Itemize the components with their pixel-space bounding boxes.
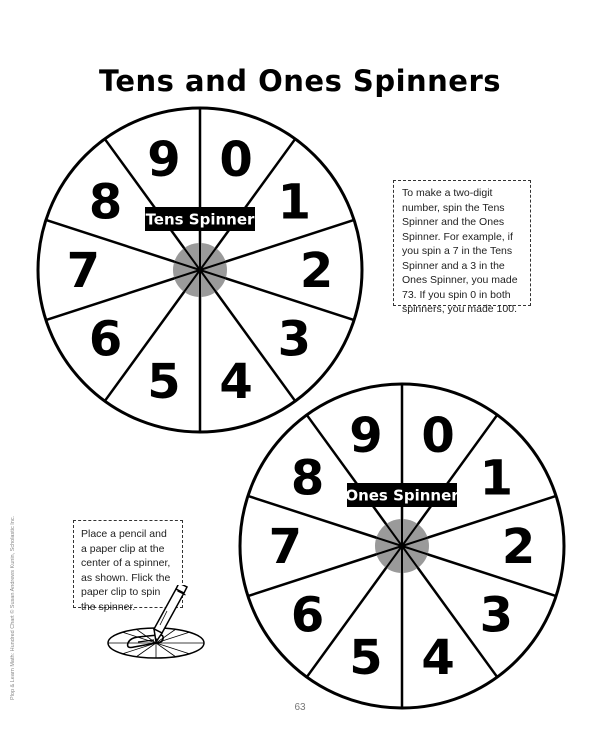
instruction-line: Ones Spinner, you made — [402, 274, 518, 286]
paperclip-line: paper clip to spin — [81, 586, 161, 598]
spinner-number: 0 — [219, 132, 253, 189]
spinner-number: 4 — [219, 353, 253, 410]
spinner-label-text: Tens Spinner — [145, 210, 255, 229]
spinner-number: 6 — [290, 587, 325, 644]
spinner-number: 3 — [479, 587, 514, 644]
paperclip-line: center of a spinner, — [81, 557, 171, 569]
spinner-number: 1 — [479, 450, 514, 507]
spinner-number: 5 — [349, 629, 383, 686]
paperclip-line: the spinner. — [81, 600, 136, 613]
spinner-number: 2 — [501, 519, 536, 575]
spinner-number: 1 — [277, 174, 312, 231]
spinner-label — [345, 483, 459, 507]
spinner-number: 0 — [421, 408, 455, 465]
instruction-line: Spinner and the Ones — [402, 216, 505, 228]
paperclip-line: as shown. Flick the — [81, 571, 171, 584]
instruction-line: Spinner and a 3 in the — [402, 259, 505, 272]
spinner-label-text: Ones Spinner — [345, 486, 459, 505]
pencil-paperclip-illustration — [98, 585, 208, 667]
instruction-line: spinners, you made 100. — [402, 303, 517, 315]
spinner-number: 3 — [277, 311, 312, 368]
spinner-number: 7 — [268, 519, 303, 575]
instruction-box — [393, 180, 531, 315]
spinner-number: 8 — [290, 450, 325, 507]
instruction-line: 73. If you spin 0 in both — [402, 288, 511, 301]
copyright-credit: Plop & Learn Math: Hundred Chart © Susan Andrews Kunin, Scholastic Inc. — [10, 515, 16, 700]
paperclip-line: a paper clip at the — [81, 542, 165, 555]
spinner-number: 7 — [66, 243, 101, 299]
instruction-line: number, spin the Tens — [402, 201, 505, 214]
spinner-number: 6 — [88, 311, 123, 368]
instruction-line: Spinner. For example, if — [402, 230, 513, 243]
instruction-line: To make a two-digit — [402, 187, 493, 199]
spinner-number: 9 — [349, 408, 383, 465]
page-title: Tens and Ones Spinners — [98, 64, 502, 98]
spinner-number: 5 — [147, 353, 181, 410]
spinner-number: 9 — [147, 132, 181, 189]
page-number: 63 — [294, 702, 306, 713]
paperclip-line: Place a pencil and — [81, 528, 167, 540]
spinner-number: 4 — [421, 629, 455, 686]
instruction-line: you spin a 7 in the Tens — [402, 245, 513, 257]
spinner-number: 8 — [88, 174, 123, 231]
spinner-number: 2 — [299, 243, 334, 299]
